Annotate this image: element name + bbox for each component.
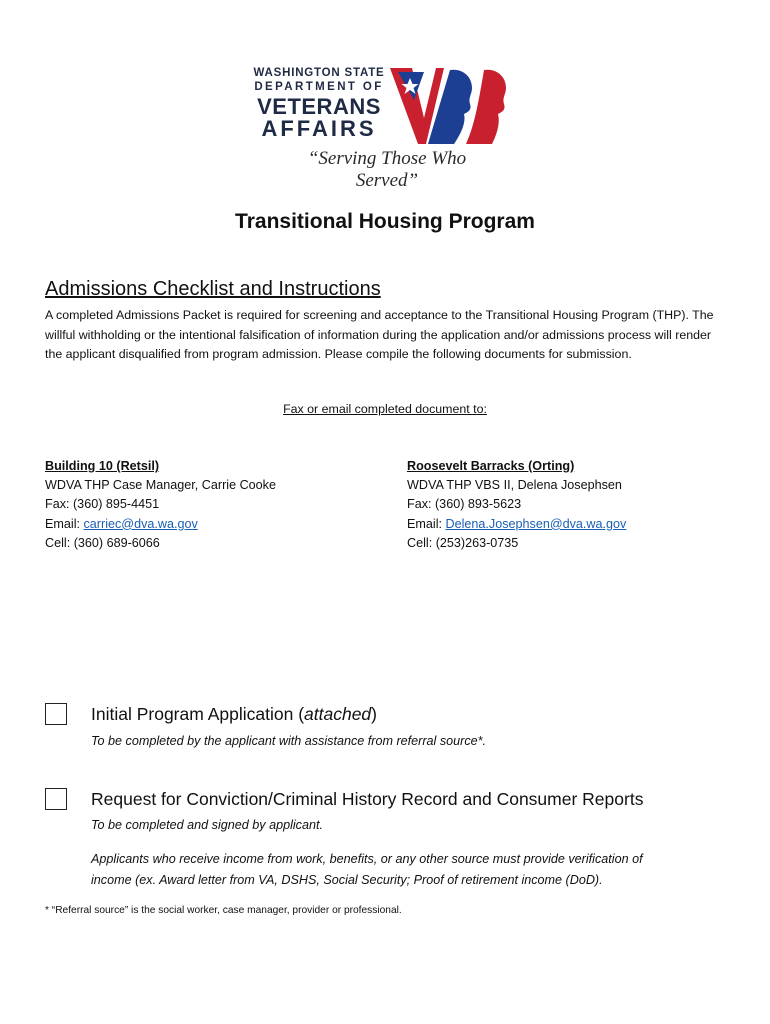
checklist-item-title	[91, 704, 377, 725]
contact-manager: WDVA THP Case Manager, Carrie Cooke	[45, 478, 276, 493]
checkbox-initial-application[interactable]	[45, 703, 67, 725]
contact-cell: Cell: (253)263-0735	[407, 535, 519, 550]
checklist-item-note: To be completed by the applicant with assistance from referral source*.	[91, 734, 487, 748]
checklist-item-note: To be completed and signed by applicant.	[91, 818, 323, 832]
fax-instruction: Fax or email completed document to:	[283, 402, 487, 416]
logo-line-affairs: AFFAIRS	[261, 116, 377, 141]
checklist-item-title: Request for Conviction/Criminal History Record and Consumer Reports	[91, 789, 644, 809]
contact-location: Roosevelt Barracks (Orting)	[407, 459, 575, 473]
logo-line-veterans: VETERANS	[257, 94, 381, 119]
page-title: Transitional Housing Program	[235, 210, 535, 233]
checklist-item-title-emphasis: attached	[304, 704, 372, 724]
contact-fax: Fax: (360) 895-4451	[45, 497, 160, 512]
profile-red-silhouette	[466, 70, 506, 144]
logo-line-washington-state: WASHINGTON STATE	[253, 67, 385, 79]
checklist-item-title-text: Initial Program Application (	[91, 704, 305, 724]
logo-line-department-of: DEPARTMENT OF	[254, 81, 384, 93]
contact-block-orting	[407, 457, 626, 553]
checklist-item-note: Applicants who receive income from work, benefits, or any other source must provide verification of	[91, 852, 643, 866]
wdva-logo	[240, 62, 540, 191]
checklist-item-title-end: )	[371, 704, 377, 724]
section-heading: Admissions Checklist and Instructions	[45, 278, 381, 300]
contact-email-label: Email:	[407, 516, 446, 531]
contact-email-link[interactable]: Delena.Josephsen@dva.wa.gov	[445, 516, 627, 531]
contact-cell: Cell: (360) 689-6066	[45, 535, 160, 550]
contact-email-link[interactable]: carriec@dva.wa.gov	[83, 516, 198, 531]
footnote: * “Referral source” is the social worker, case manager, provider or professional.	[45, 905, 402, 916]
checklist-item-note: income (ex. Award letter from VA, DSHS, Social Security; Proof of retirement income (DoD).	[91, 873, 603, 887]
intro-paragraph: A completed Admissions Packet is required for screening and acceptance to the Transitional Housing Program (THP). The willful withholding or the intentional falsification of information during the application and/or admissions process will render the applicant disqualified from program admission. Please compile the following documents for submission.	[45, 308, 714, 361]
checkbox-conviction-report[interactable]	[45, 788, 67, 810]
contact-email-row	[45, 515, 276, 534]
logo-wordmark	[248, 66, 390, 140]
contact-manager: WDVA THP VBS II, Delena Josephsen	[407, 478, 622, 493]
contact-fax: Fax: (360) 893-5623	[407, 497, 522, 512]
logo-tagline: “Serving Those Who Served”	[307, 148, 467, 191]
contact-block-retsil	[45, 457, 276, 553]
contact-email-row	[407, 515, 626, 534]
contact-location: Building 10 (Retsil)	[45, 459, 160, 473]
contact-email-label: Email:	[45, 516, 84, 531]
flag-profile-emblem-icon	[388, 66, 523, 146]
